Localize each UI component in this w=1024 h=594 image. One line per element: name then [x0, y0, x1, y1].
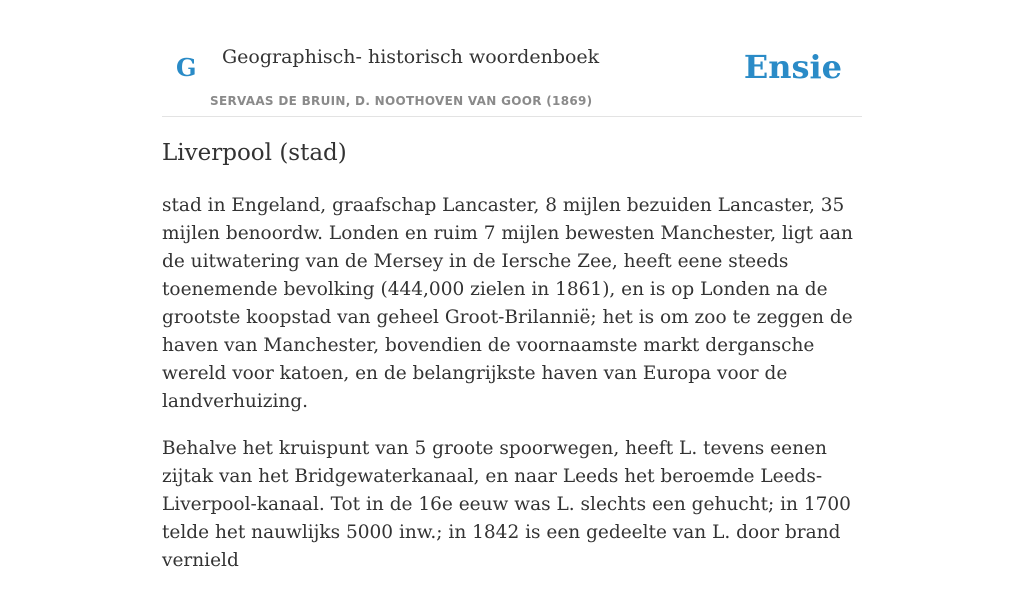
header [162, 0, 862, 117]
ensie-logo[interactable]: Ensie [743, 48, 842, 86]
entry-paragraph-1: stad in Engeland, graafschap Lancaster, 8 mijlen bezuiden Lancaster, 35 mijlen benoordw. Londen en ruim 7 mijlen bewesten Manchester, ligt aan de uitwatering van de Mersey in de Iersche Zee, heeft eene steeds toenemende bevolking (444,000 zielen in 1861), en is op Londen na de grootste koopstad van geheel Groot-Brilannië; het is om zoo te zeggen de haven van Manchester, bovendien de voornaamste markt dergansche wereld voor katoen, en de belangrijkste haven van Europa voor de landverhuizing. [162, 195, 853, 412]
book-logo-icon[interactable]: G [176, 53, 197, 82]
book-title-link[interactable]: Geographisch- historisch woordenboek [222, 46, 600, 68]
entry-content [162, 192, 862, 594]
entry-title: Liverpool (stad) [162, 140, 347, 166]
book-author: SERVAAS DE BRUIN, D. NOOTHOVEN VAN GOOR (1869) [210, 94, 593, 108]
entry-paragraph-2: Behalve het kruispunt van 5 groote spoorwegen, heeft L. tevens eenen zijtak van het Bridgewaterkanaal, en naar Leeds het beroemde Leeds-Liverpool-kanaal. Tot in de 16e eeuw was L. slechts een gehucht; in 1700 telde het nauwlijks 5000 inw.; in 1842 is een gedeelte van L. door brand vernield [162, 438, 851, 571]
